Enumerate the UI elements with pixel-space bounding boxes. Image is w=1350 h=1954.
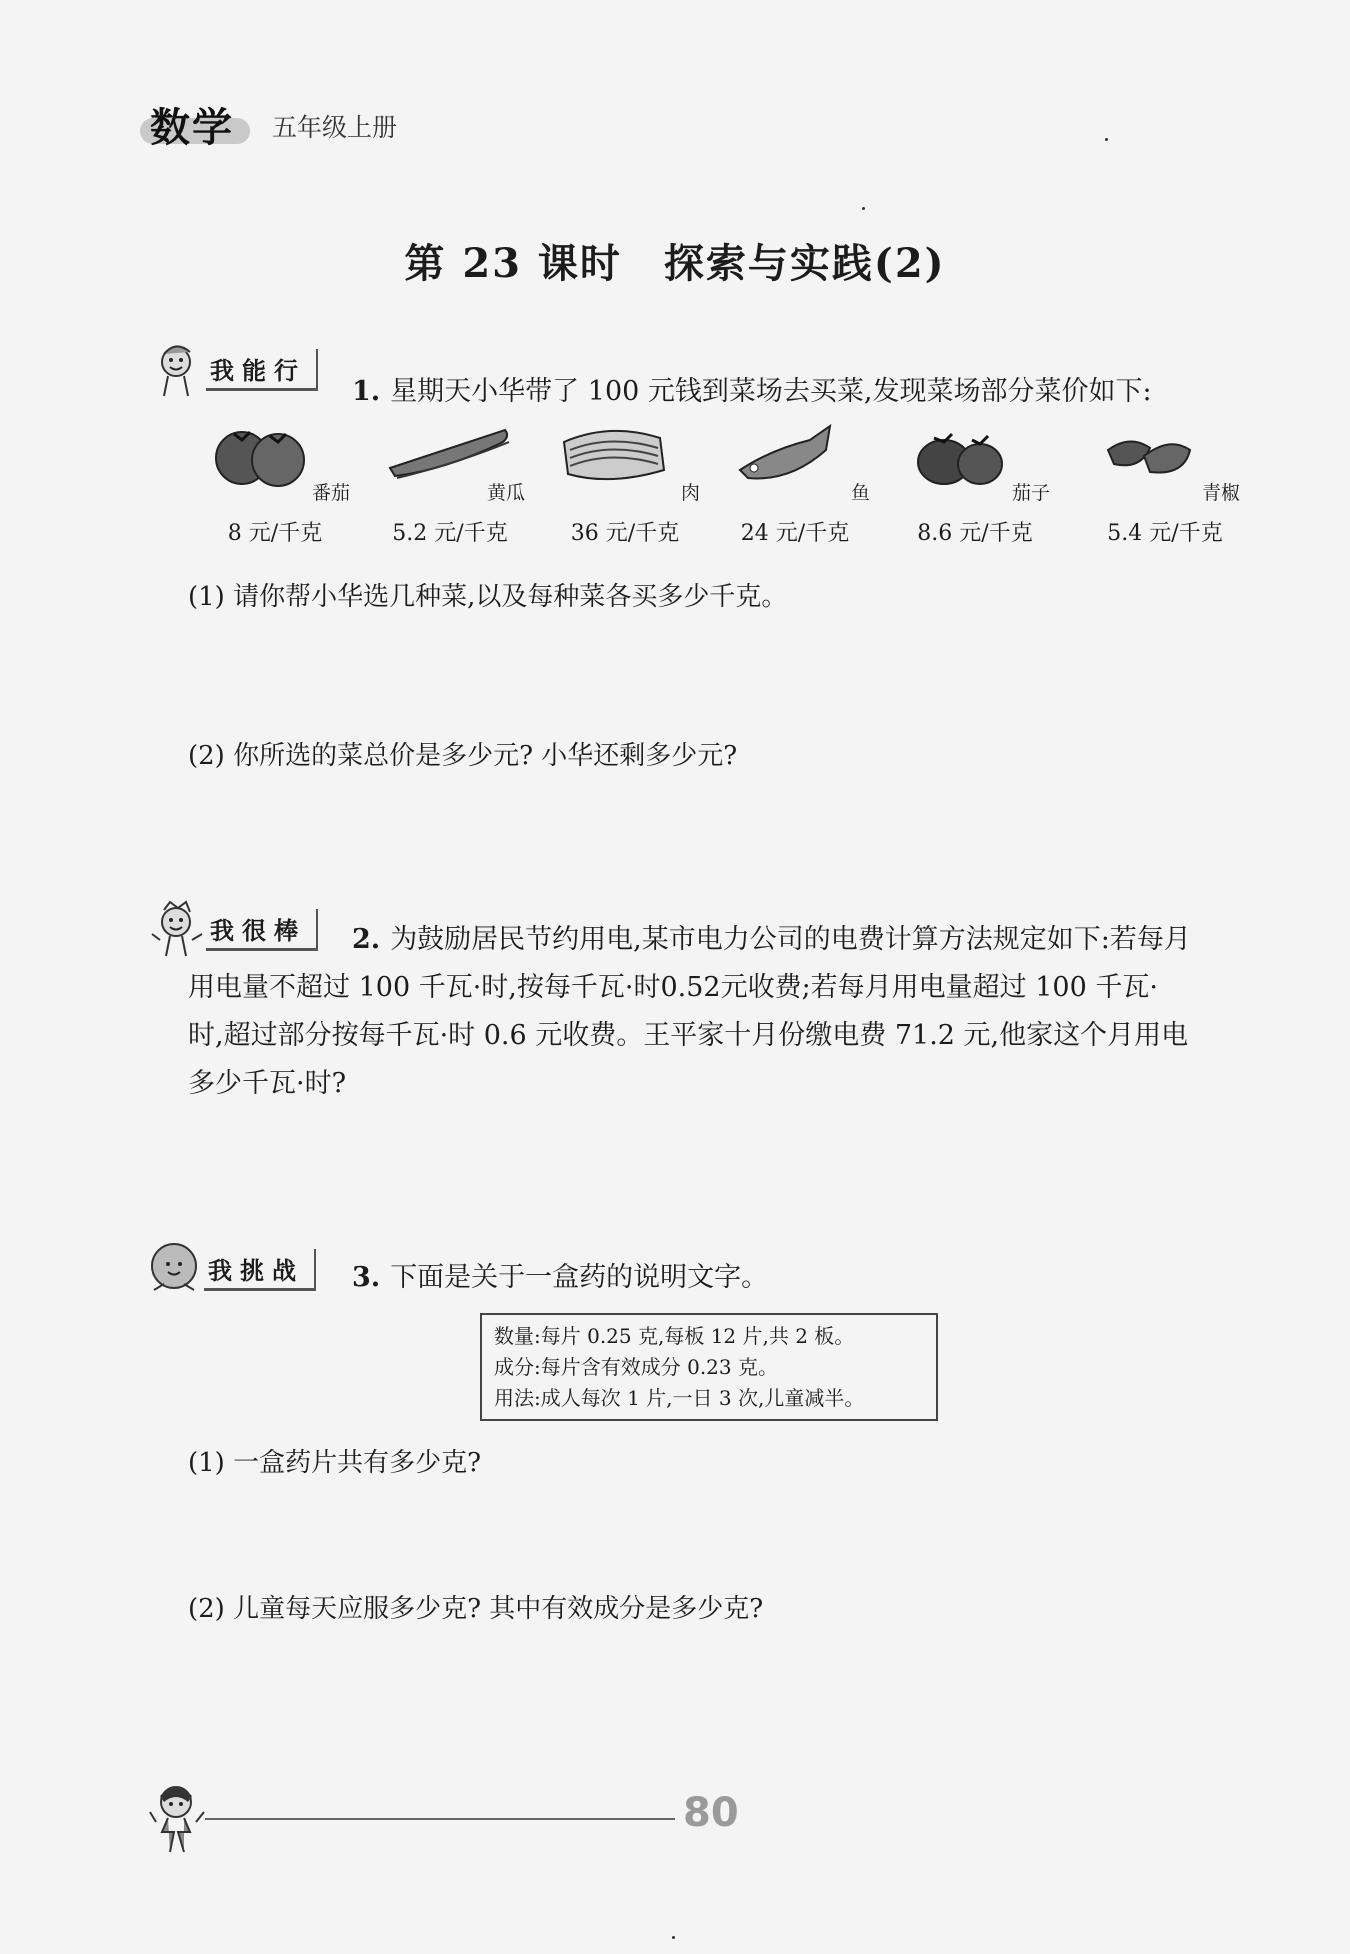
q1-number: 1. (352, 376, 381, 407)
medicine-ingredient: 成分:每片含有效成分 0.23 克。 (494, 1355, 778, 1379)
eggplant-icon (910, 420, 1020, 490)
medicine-quantity: 数量:每片 0.25 克,每板 12 片,共 2 板。 (494, 1324, 855, 1348)
fish-icon (730, 420, 840, 490)
vegetable-price: 5.4 元/千克 (1107, 521, 1223, 546)
vegetable-item-cucumber (375, 420, 535, 550)
q3-subquestion-2: (2) 儿童每天应服多少克? 其中有效成分是多少克? (188, 1594, 764, 1624)
vegetable-item-pepper (1090, 420, 1250, 550)
q1-text (352, 368, 1152, 416)
vegetable-price: 36 元/千克 (570, 521, 680, 546)
q2-stem: 为鼓励居民节约用电,某市电力公司的电费计算方法规定如下:若每月 (390, 924, 1191, 955)
badge-label: 我很棒 (206, 909, 318, 951)
scan-speck (672, 1936, 675, 1939)
medicine-usage: 用法:成人每次 1 片,一日 3 次,儿童减半。 (494, 1386, 865, 1410)
page-number: 80 (683, 1790, 739, 1836)
q1-subquestion-1: (1) 请你帮小华选几种菜,以及每种菜各买多少千克。 (188, 582, 788, 612)
pepper-icon (1100, 420, 1210, 490)
vegetable-price-row (200, 420, 1250, 550)
vegetable-item-eggplant (900, 420, 1060, 550)
footer-rule (205, 1818, 675, 1820)
q1-stem: 星期天小华带了 100 元钱到菜场去买菜,发现菜场部分菜价如下: (390, 376, 1152, 407)
lesson-title: 第 23 课时 探索与实践(2) (404, 240, 946, 287)
q2-line-2: 用电量不超过 100 千瓦·时,按每千瓦·时0.52元收费;若每月用电量超过 100 千瓦· (188, 972, 1158, 1003)
vegetable-name: 肉 (680, 482, 700, 504)
vegetable-price: 8.6 元/千克 (917, 521, 1033, 546)
vegetable-price: 5.2 元/千克 (392, 521, 508, 546)
q3-subquestion-1: (1) 一盒药片共有多少克? (188, 1448, 482, 1478)
vegetable-name: 鱼 (850, 482, 870, 504)
vegetable-name: 黄瓜 (486, 482, 525, 504)
vegetable-name: 茄子 (1011, 482, 1050, 504)
vegetable-item-fish (720, 420, 880, 550)
badge-can-do (150, 340, 318, 400)
mascot-icon (150, 900, 204, 960)
q2-number: 2. (352, 924, 381, 955)
meat-icon (560, 420, 670, 490)
vegetable-item-meat (550, 420, 710, 550)
footer-mascot-icon (148, 1782, 208, 1856)
scan-speck (862, 207, 865, 210)
badge-label: 我能行 (206, 349, 318, 391)
badge-label: 我挑战 (204, 1249, 316, 1291)
badge-challenge (148, 1240, 316, 1300)
medicine-instructions-box (480, 1313, 938, 1421)
mascot-icon (150, 340, 204, 400)
q3-number: 3. (352, 1262, 381, 1293)
scan-speck (1105, 138, 1108, 141)
vegetable-name: 番茄 (311, 482, 350, 504)
mascot-icon (148, 1240, 202, 1300)
q3-stem: 下面是关于一盒药的说明文字。 (390, 1262, 769, 1293)
q2-line-1 (352, 916, 1191, 964)
vegetable-item-tomato (200, 420, 360, 550)
tomato-icon (210, 420, 320, 490)
vegetable-price: 8 元/千克 (227, 521, 323, 546)
badge-very-good (150, 900, 318, 960)
vegetable-name: 青椒 (1201, 482, 1240, 504)
q1-subquestion-2: (2) 你所选的菜总价是多少元? 小华还剩多少元? (188, 741, 738, 771)
header-subject: 数学 (150, 105, 234, 151)
vegetable-price: 24 元/千克 (740, 521, 850, 546)
q2-line-3: 时,超过部分按每千瓦·时 0.6 元收费。王平家十月份缴电费 71.2 元,他家这个月用电 (188, 1020, 1189, 1051)
header-grade: 五年级上册 (272, 113, 398, 142)
q3-text (352, 1254, 768, 1302)
q2-line-4: 多少千瓦·时? (188, 1068, 347, 1099)
